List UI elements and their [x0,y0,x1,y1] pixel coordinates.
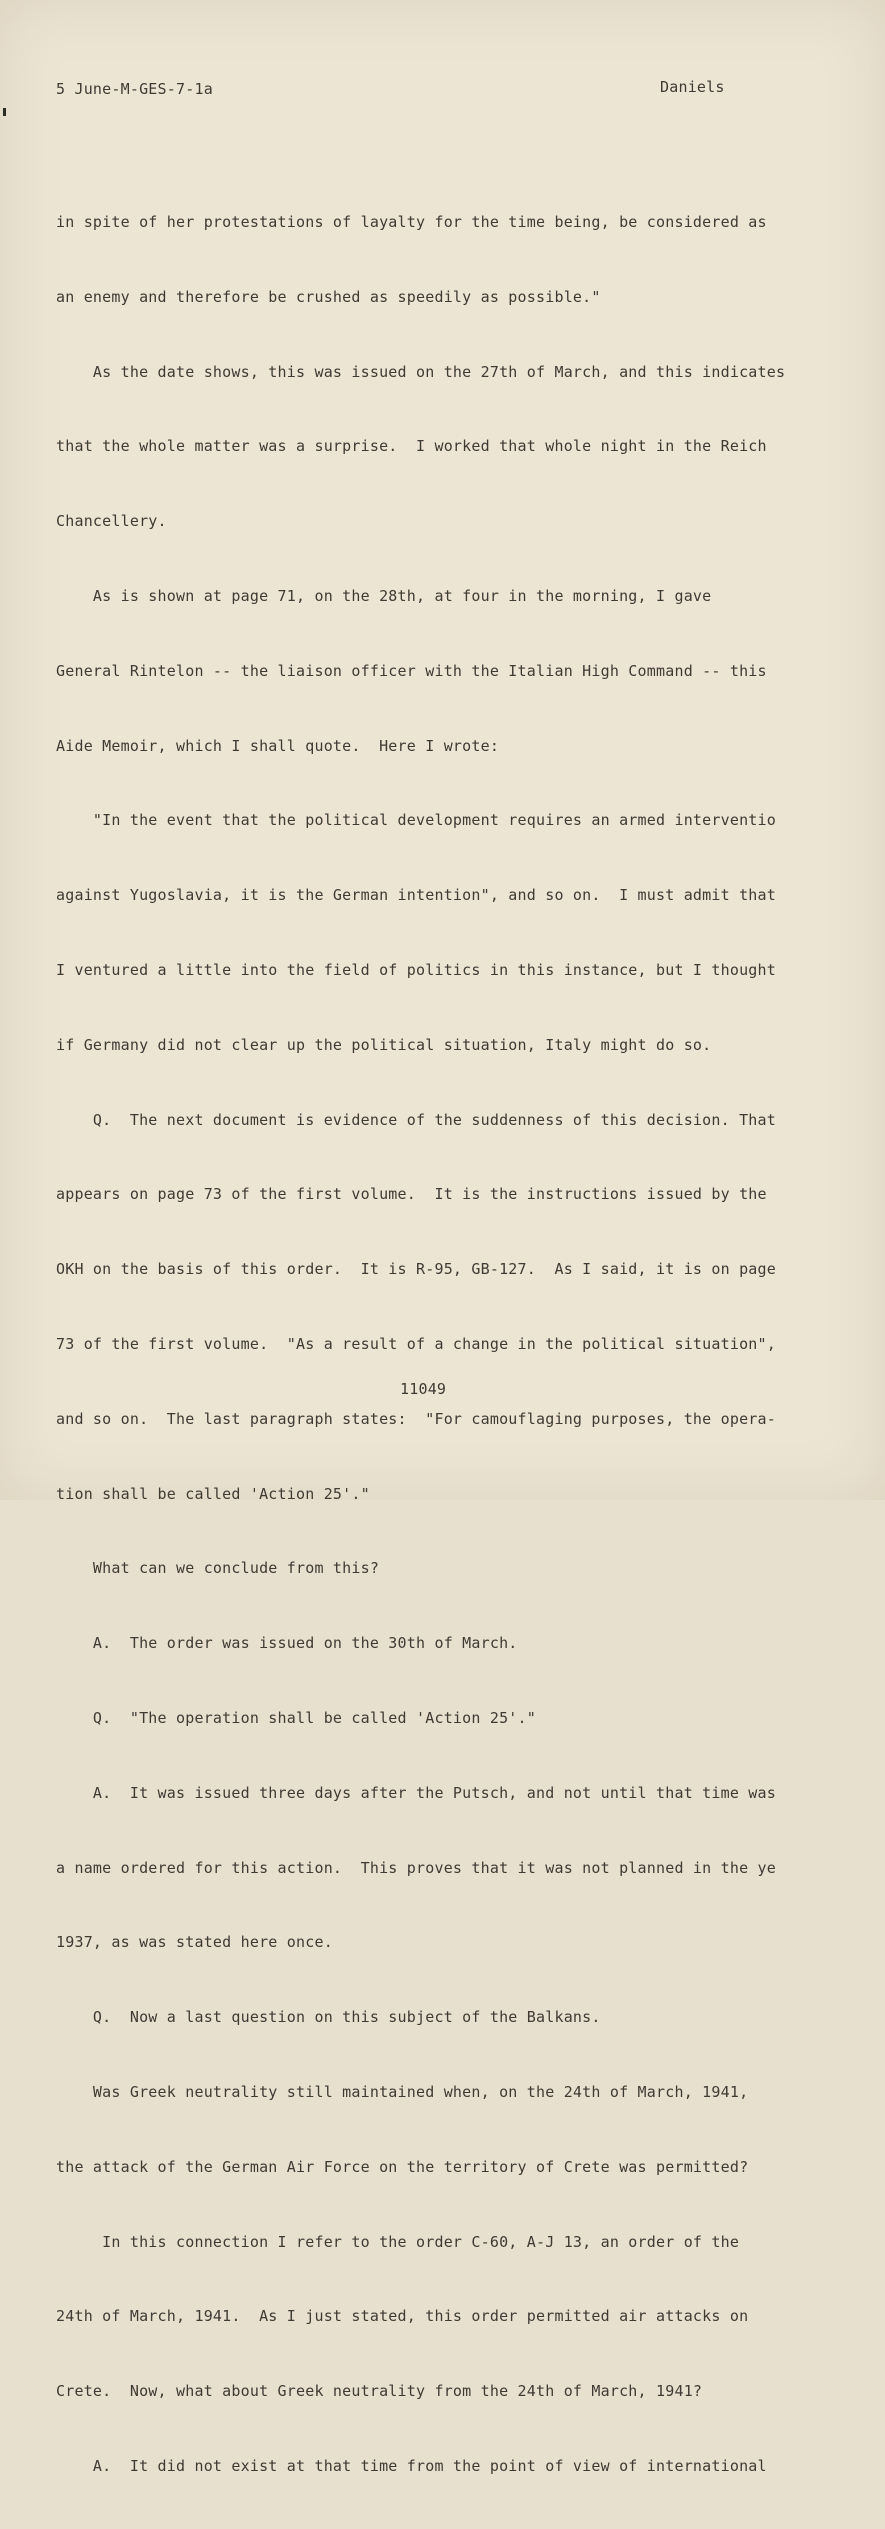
text-line: General Rintelon -- the liaison officer with the Italian High Command -- this [56,661,767,680]
text-line: As the date shows, this was issued on the 27th of March, and this indicates [56,362,786,381]
text-line: if Germany did not clear up the political situation, Italy might do so. [56,1035,712,1054]
edge-punch-mark [3,108,6,116]
text-line: an enemy and therefore be crushed as speedily as possible." [56,287,601,306]
text-line: the attack of the German Air Force on the territory of Crete was permitted? [56,2157,749,2176]
text-line: Q. The next document is evidence of the suddenness of this decision. That [56,1110,776,1129]
text-line: Q. "The operation shall be called 'Action 25'." [56,1708,536,1727]
text-line: A. It was issued three days after the Putsch, and not until that time was [56,1783,776,1802]
transcript-body [56,174,856,2529]
text-line: 1937, as was stated here once. [56,1933,333,1952]
text-line: a name ordered for this action. This proves that it was not planned in the ye [56,1858,776,1877]
text-line: Chancellery. [56,512,167,531]
text-line: A. The order was issued on the 30th of March. [56,1634,518,1653]
text-line: in spite of her protestations of layalty for the time being, be considered as [56,213,767,231]
text-line: Was Greek neutrality still maintained when, on the 24th of March, 1941, [56,2082,749,2101]
text-line: Q. Now a last question on this subject of the Balkans. [56,2008,601,2027]
text-line: Aide Memoir, which I shall quote. Here I wrote: [56,736,500,755]
text-line: appears on page 73 of the first volume. It is the instructions issued by the [56,1185,767,1204]
text-line: In this connection I refer to the order C-60, A-J 13, an order of the [56,2232,740,2251]
page-number: 11049 [400,1380,447,1398]
text-line: 24th of March, 1941. As I just stated, this order permitted air attacks on [56,2307,749,2326]
text-line: 73 of the first volume. "As a result of a change in the political situation", [56,1334,776,1353]
text-line: OKH on the basis of this order. It is R-95, GB-127. As I said, it is on page [56,1260,776,1279]
text-line: As is shown at page 71, on the 28th, at four in the morning, I gave [56,586,712,605]
text-line: and so on. The last paragraph states: "For camouflaging purposes, the opera- [56,1409,776,1428]
text-line: tion shall be called 'Action 25'." [56,1484,370,1503]
text-line: that the whole matter was a surprise. I worked that whole night in the Reich [56,437,767,456]
document-reference: 5 June-M-GES-7-1a [56,80,213,98]
text-line: against Yugoslavia, it is the German intention", and so on. I must admit that [56,886,776,905]
text-line: What can we conclude from this? [56,1559,380,1578]
text-line: Crete. Now, what about Greek neutrality from the 24th of March, 1941? [56,2382,703,2401]
text-line: I ventured a little into the field of politics in this instance, but I thought [56,960,776,979]
text-line: A. It did not exist at that time from the point of view of international [56,2456,767,2475]
reporter-name: Daniels [660,78,725,96]
text-line: "In the event that the political development requires an armed interventio [56,811,776,830]
